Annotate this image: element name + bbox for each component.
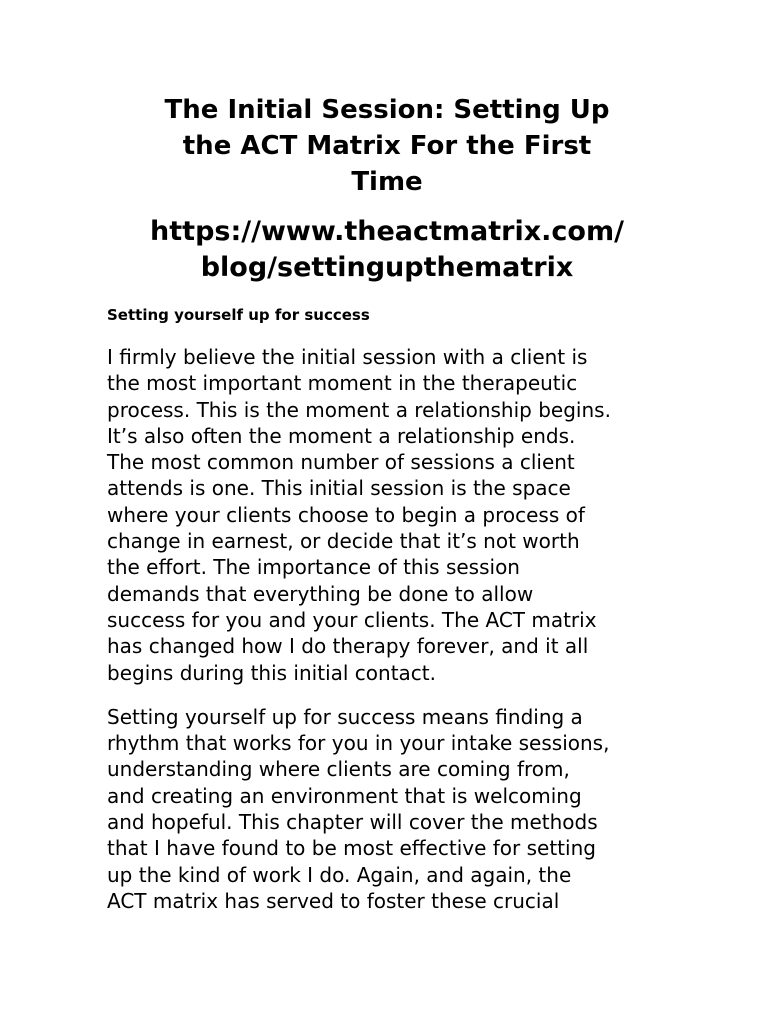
paragraph-line: the effort. The importance of this session <box>107 555 520 580</box>
document-title <box>107 92 667 200</box>
paragraph-line: ACT matrix has served to foster these crucial <box>107 888 560 913</box>
url-line: blog/settingupthematrix <box>200 252 574 283</box>
paragraph-line: the most important moment in the therapeutic <box>107 371 578 396</box>
paragraph-line: and creating an environment that is welcoming <box>107 783 582 808</box>
paragraph-line: where your clients choose to begin a process of <box>107 502 585 527</box>
paragraph-line: process. This is the moment a relationship begins. <box>107 397 611 422</box>
paragraph-line: attends is one. This initial session is the space <box>107 476 571 501</box>
paragraph-line: rhythm that works for you in your intake sessions, <box>107 731 610 756</box>
source-url <box>107 214 667 286</box>
title-line: The Initial Session: Setting Up <box>164 95 610 125</box>
paragraph-line: understanding where clients are coming from, <box>107 757 570 782</box>
paragraph-line: I firmly believe the initial session with a client is <box>107 345 588 369</box>
paragraph-line: demands that everything be done to allow <box>107 581 534 606</box>
paragraph-line: The most common number of sessions a client <box>107 450 575 475</box>
paragraph-line: begins during this initial contact. <box>107 660 436 685</box>
paragraph-line: up the kind of work I do. Again, and again, the <box>107 862 572 887</box>
paragraph-line: has changed how I do therapy forever, and it all <box>107 634 589 659</box>
section-heading: Setting yourself up for success <box>107 306 370 324</box>
paragraph-line: It’s also often the moment a relationship ends. <box>107 423 576 448</box>
url-line: https://www.theactmatrix.com/ <box>150 216 624 247</box>
title-line: Time <box>351 167 423 197</box>
paragraph-line: Setting yourself up for success means finding a <box>107 704 583 729</box>
paragraph-line: change in earnest, or decide that it’s not worth <box>107 529 580 554</box>
body-paragraph-1 <box>107 344 667 686</box>
paragraph-line: that I have found to be most effective for setting <box>107 836 596 861</box>
paragraph-line: and hopeful. This chapter will cover the methods <box>107 810 598 835</box>
title-line: the ACT Matrix For the First <box>182 131 592 161</box>
body-paragraph-2 <box>107 704 667 914</box>
paragraph-line: success for you and your clients. The ACT matrix <box>107 607 597 632</box>
document-page <box>107 92 667 914</box>
